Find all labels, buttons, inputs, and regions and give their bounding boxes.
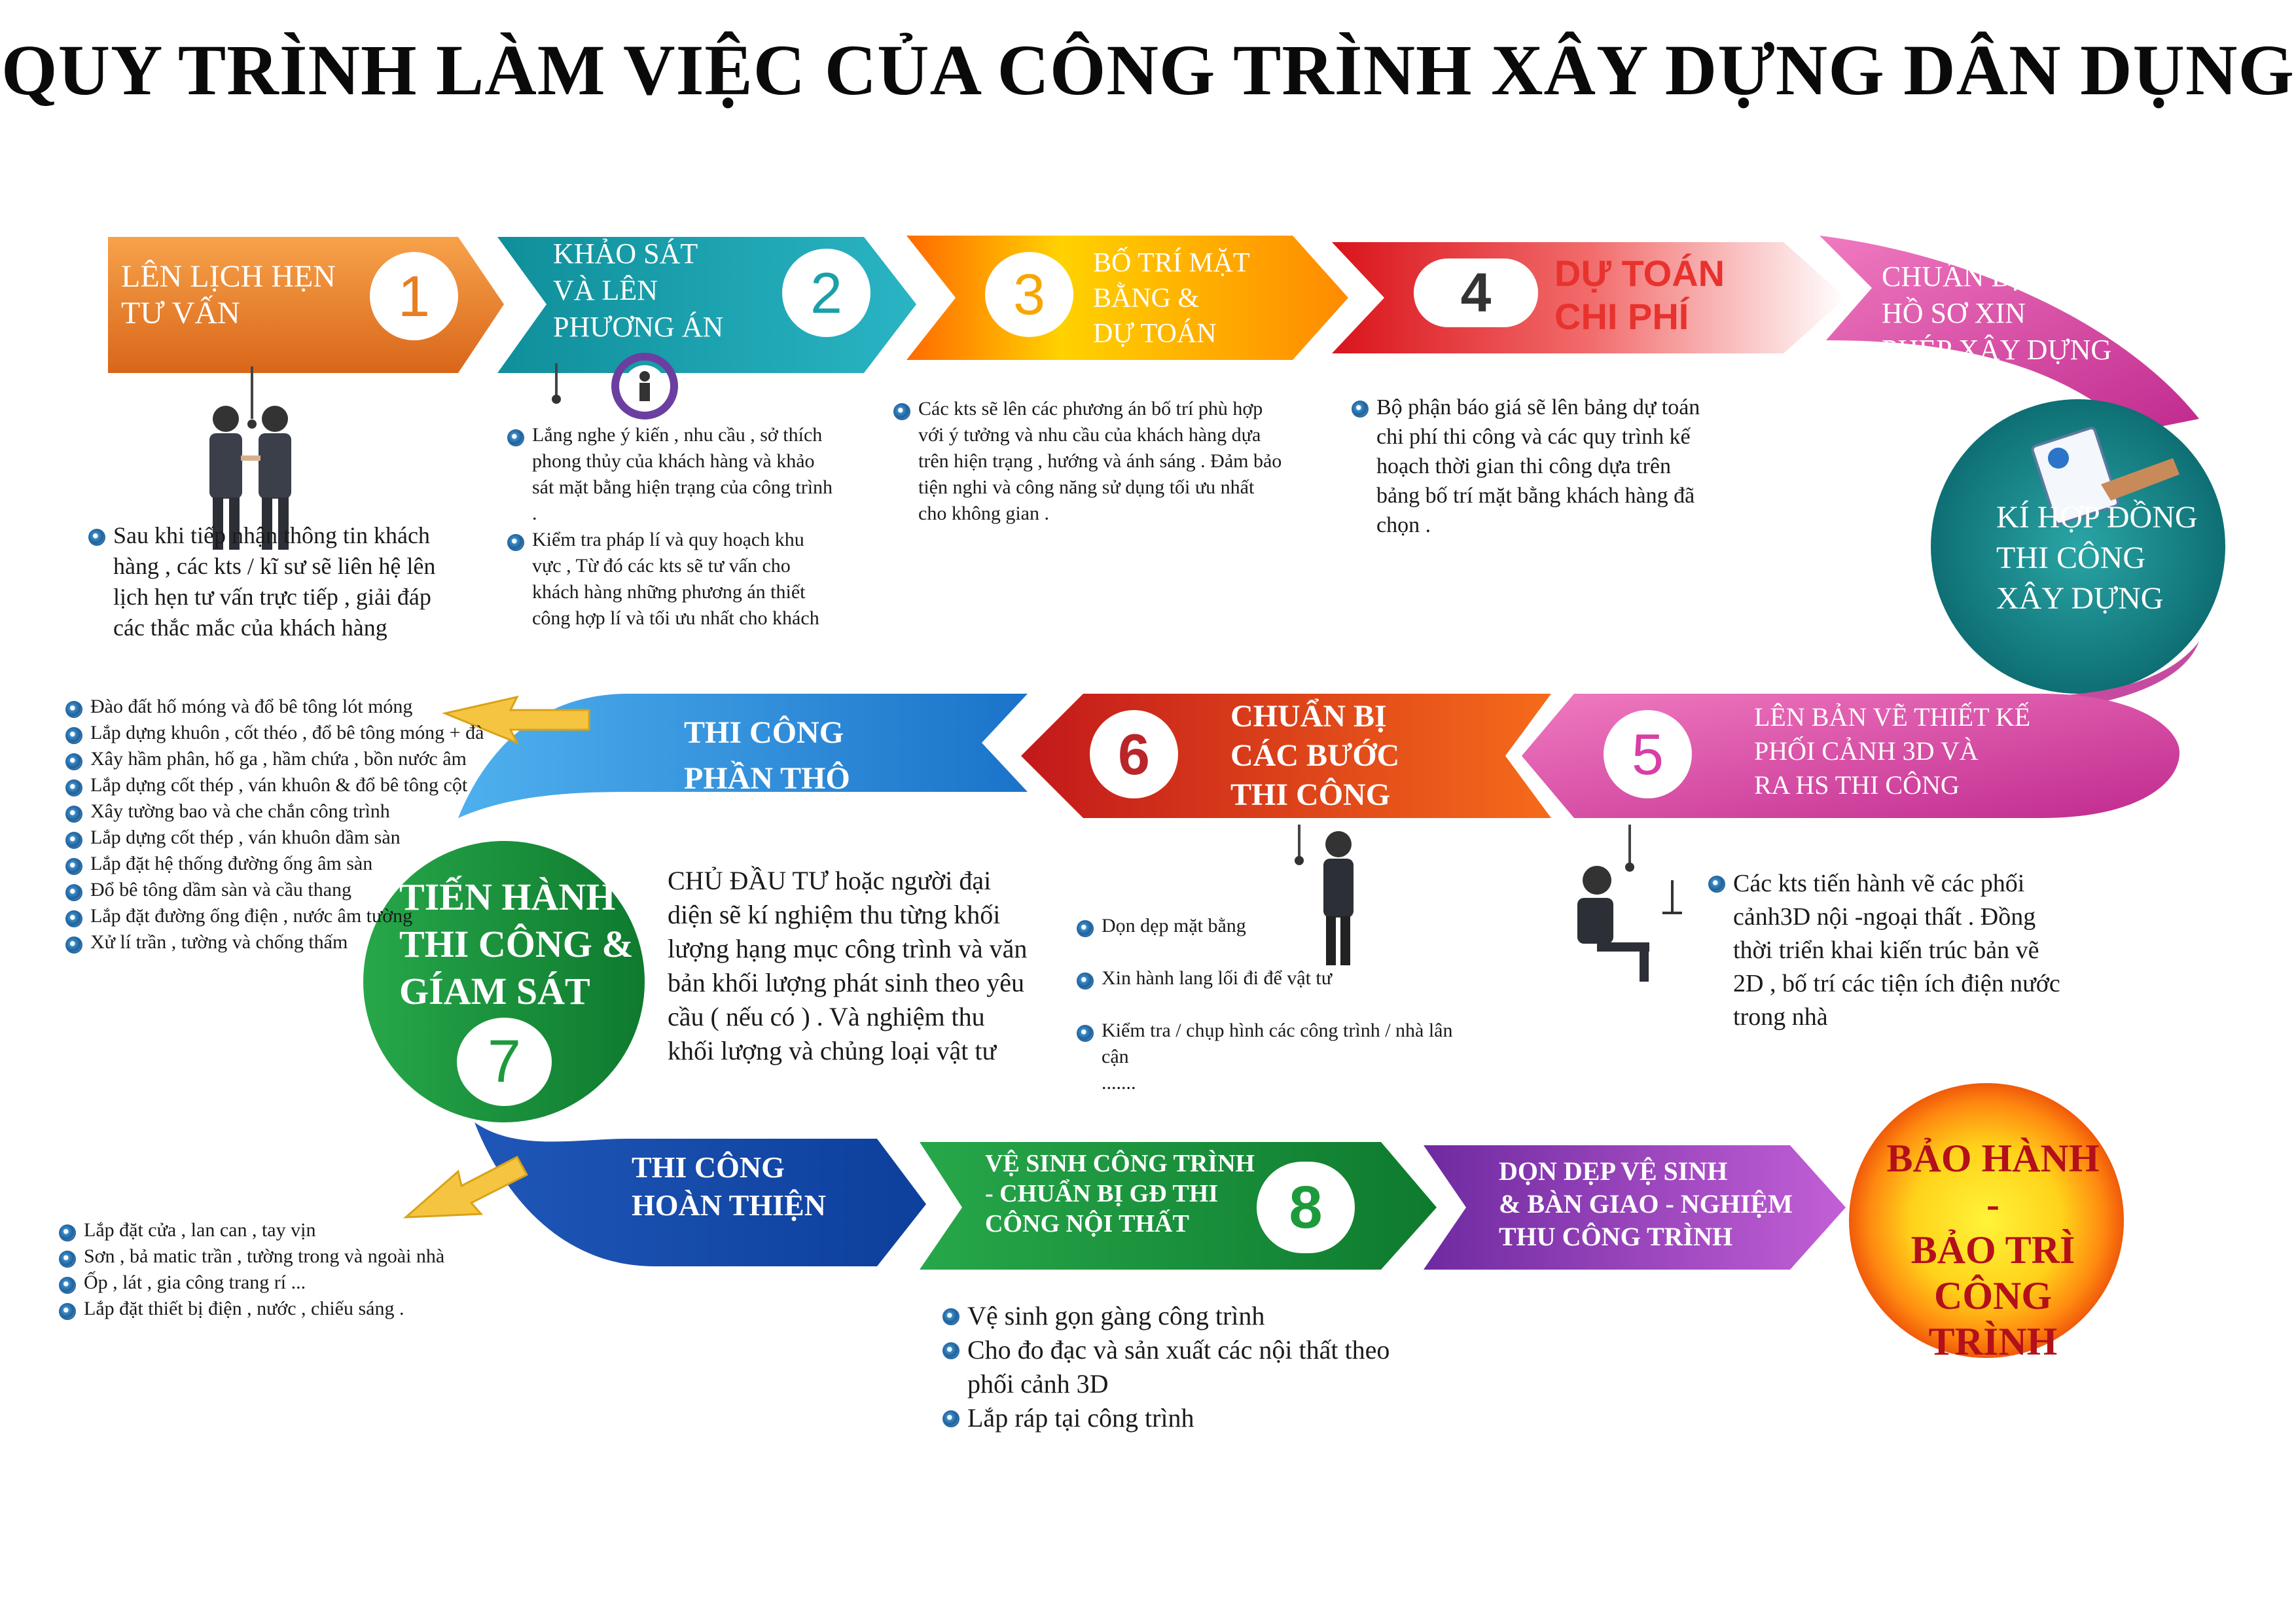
step-warranty-label: BẢO HÀNH - BẢO TRÌ CÔNG TRÌNH (1886, 1137, 2100, 1363)
step-handover-label: DỌN DẸP VỆ SINH & BÀN GIAO - NGHIỆM THU CÔNG TRÌNH (1499, 1156, 1793, 1251)
step-finish-label: THI CÔNG HOÀN THIỆN (632, 1150, 826, 1222)
list-item: Lắp ráp tại công trình (942, 1401, 1401, 1435)
list-item: Lắp đặt thiết bị điện , nước , chiếu sáng . (59, 1296, 517, 1322)
step5-label: LÊN BẢN VẼ THIẾT KẾ PHỐI CẢNH 3D VÀ RA HS THI CÔNG (1754, 702, 2031, 800)
step3-number: 3 (985, 252, 1073, 337)
list-item: Cho đo đạc và sản xuất các nội thất theo phối cảnh 3D (942, 1333, 1401, 1401)
note-step3 (893, 396, 1286, 527)
list-item: Sau khi tiếp nhận thông tin khách hàng , các kts / kĩ sư sẽ liên hệ lên lịch hẹn tư vấn trực tiếp , giải đáp các thắc mắc của khách hàng (88, 520, 468, 643)
list-item: Lắp dựng cốt thép , ván khuôn & đổ bê tông cột (65, 772, 484, 798)
architect-icon (1577, 825, 1682, 982)
step-contract-label: KÍ HỢP ĐỒNG THI CÔNG XÂY DỰNG (1996, 500, 2198, 616)
list-item: Lắp dựng khuôn , cốt théo , đổ bê tông móng + đà (65, 720, 484, 746)
list-item: Các kts sẽ lên các phương án bố trí phù hợp với ý tưởng và nhu cầu của khách hàng dựa trên hiện trạng , hướng và ánh sáng . Đảm bảo tiện nghi và công năng sử dụng tối ưu nhất cho không gian . (893, 396, 1286, 527)
list-item: Ốp , lát , gia công trang rí ... (59, 1270, 517, 1296)
step8-label: VỆ SINH CÔNG TRÌNH - CHUẨN BỊ GĐ THI CÔNG NỘI THẤT (985, 1150, 1255, 1238)
list-item: Xây hầm phân, hố ga , hầm chứa , bồn nước âm (65, 746, 484, 772)
step3-label: BỐ TRÍ MẶT BẰNG & DỰ TOÁN (1093, 248, 1250, 349)
list-item: Xử lí trần , tường và chống thấm (65, 929, 484, 955)
step4-number: 4 (1414, 259, 1538, 327)
step5-number: 5 (1604, 710, 1692, 798)
step2-number: 2 (782, 249, 870, 337)
list-item: Sơn , bả matic trần , tường trong và ngoài nhà (59, 1243, 517, 1270)
list-item: Lắp dựng cốt thép , ván khuôn dầm sàn (65, 825, 484, 851)
list-item: Dọn dẹp mặt bằng (1077, 913, 1482, 939)
note-rough-list (65, 694, 484, 955)
note-step4 (1352, 393, 1718, 540)
list-item: Lắp đặt hệ thống đường ống âm sàn (65, 851, 484, 877)
list-item: Kiểm tra / chụp hình các công trình / nhà lân cận ....... (1077, 1018, 1482, 1096)
list-item: Đào đất hố móng và đổ bê tông lót móng (65, 694, 484, 720)
note-finish-list (59, 1217, 517, 1322)
list-item: Các kts tiến hành vẽ các phối cảnh3D nội -ngoại thất . Đồng thời triển khai kiến trúc bản vẽ 2D , bố trí các tiện ích điện nước trong nhà (1708, 867, 2075, 1034)
list-item: Kiểm tra pháp lí và quy hoạch khu vực , Từ đó các kts sẽ tư vấn cho khách hàng những phương án thiết công hợp lí và tối ưu nhất cho khách (507, 527, 834, 632)
note-step1 (88, 520, 468, 643)
step-rough-label: THI CÔNG PHẦN THÔ (684, 715, 850, 796)
step1-number: 1 (370, 252, 458, 340)
list-item: Lắp đặt cửa , lan can , tay vịn (59, 1217, 517, 1243)
step4-label: DỰ TOÁN CHI PHÍ (1554, 253, 1725, 337)
list-item: Đổ bê tông dầm sàn và cầu thang (65, 877, 484, 903)
step1-label: LÊN LỊCH HẸN TƯ VẤN (121, 259, 336, 330)
note-step6 (1077, 887, 1482, 1122)
note-step8 (942, 1299, 1401, 1435)
step6-label: CHUẨN BỊ CÁC BƯỚC THI CÔNG (1230, 699, 1400, 812)
note-step7: CHỦ ĐẦU TƯ hoặc người đại diện sẽ kí nghiệm thu từng khối lượng hạng mục công trình và văn bản khối lượng phát sinh theo yêu cầu ( nếu có ) . Và nghiệm thu khối lượng và chủng loại vật tư (668, 866, 1028, 1065)
list-item: Lắng nghe ý kiến , nhu cầu , sở thích phong thủy của khách hàng và khảo sát mặt bằng hiện trạng của công trình . (507, 422, 834, 527)
step2-label: KHẢO SÁT VÀ LÊN PHƯƠNG ÁN (553, 238, 724, 343)
arrow-left-icon (406, 1157, 527, 1217)
step7-number: 7 (457, 1018, 552, 1106)
step6-number: 6 (1090, 710, 1178, 798)
note-step5 (1708, 867, 2075, 1034)
step8-number: 8 (1257, 1162, 1355, 1253)
list-item: Xin hành lang lối đi để vật tư (1077, 965, 1482, 991)
list-item: Bộ phận báo giá sẽ lên bảng dự toán chi phí thi công và các quy trình kế hoạch thời gian thi công dựa trên bảng bố trí mặt bằng khách hàng đã chọn . (1352, 393, 1718, 540)
list-item: Vệ sinh gọn gàng công trình (942, 1299, 1401, 1333)
step-permit-label: CHUẨN BỊ HỒ SƠ XIN PHÉP XÂY DỰNG (1882, 260, 2112, 366)
list-item: Lắp đặt đường ống điện , nước âm tường (65, 903, 484, 929)
page-title: QUY TRÌNH LÀM VIỆC CỦA CÔNG TRÌNH XÂY DỰNG DÂN DỤNG (1, 30, 2295, 110)
note-step2 (507, 422, 834, 632)
step7-label: TIẾN HÀNH THI CÔNG & GÍAM SÁT (399, 876, 634, 1012)
list-item: Xây tường bao và che chắn công trình (65, 798, 484, 825)
